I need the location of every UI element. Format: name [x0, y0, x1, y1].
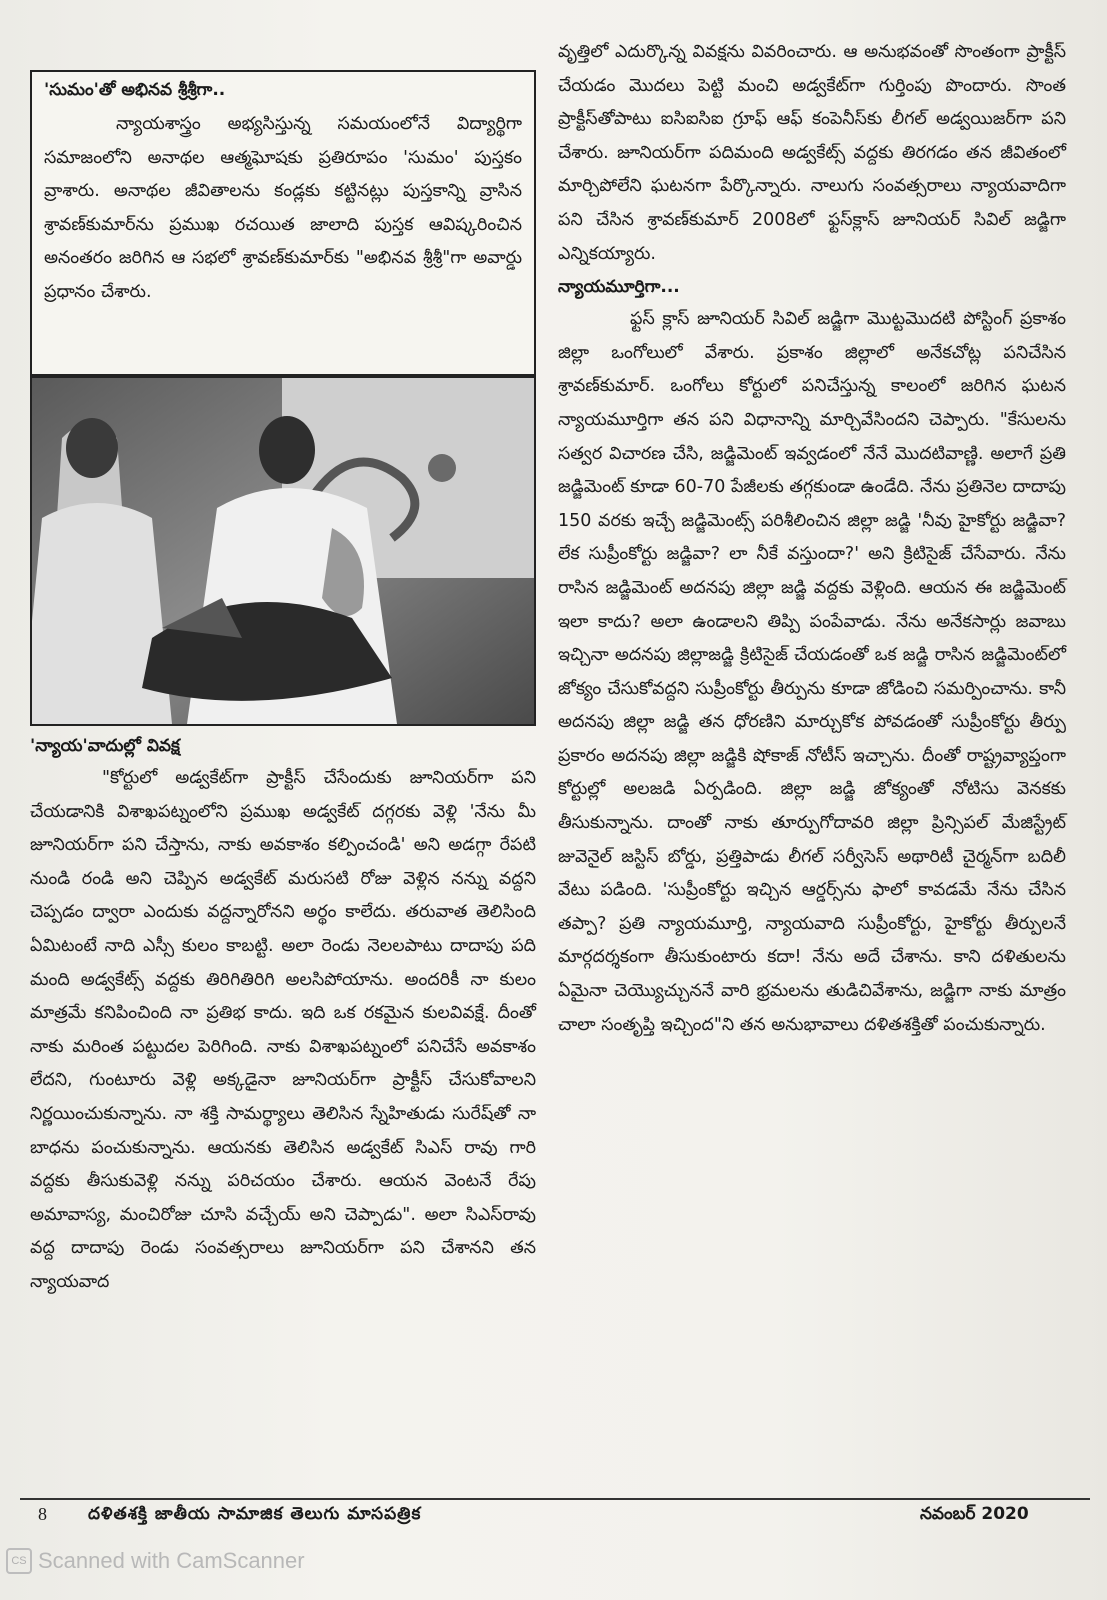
- footer-divider: [20, 1498, 1090, 1500]
- left-column: [30, 736, 536, 1300]
- right-column: [558, 36, 1066, 1042]
- box-text: న్యాయశాస్త్రం అభ్యసిస్తున్న సమయంలోనే విద్యార్థిగా సమాజంలోని అనాథల ఆత్మఘోషకు ప్రతిరూపం 'సుమం' పుస్తకం వ్రాశారు. అనాథల జీవితాలను కండ్లకు కట్టినట్లు పుస్తకాన్ని వ్రాసిన శ్రావణ్‌కుమార్‌ను ప్రముఖ రచయిత జాలాది పుస్తక ఆవిష్కరించిన అనంతరం జరిగిన ఆ సభలో శ్రావణ్‌కుమార్‌కు "అభినవ శ్రీశ్రీ"గా అవార్డు ప్రధానం చేశారు.: [44, 114, 522, 302]
- scanner-watermark: [6, 1548, 305, 1574]
- issue-date: నవంబర్ 2020: [920, 1504, 1029, 1524]
- page-footer: [24, 1502, 1084, 1532]
- right-body-text-2: ఫ్టస్ క్లాస్ జూనియర్ సివిల్ జడ్జిగా మొట్టమొదటి పోస్టింగ్ ప్రకాశం జిల్లా ఒంగోలులో వేశారు. ప్రకాశం జిల్లాలో అనేకచోట్ల పనిచేసిన శ్రావణ్‌కుమార్. ఒంగోలు కోర్టులో పనిచేస్తున్న కాలంలో జరిగిన ఘటన న్యాయమూర్తిగా తన పని విధానాన్ని మార్చివేసిందని చెప్పారు. "కేసులను సత్వర విచారణ చేసి, జడ్జిమెంట్ ఇవ్వడంలో నేనే మొదటివాణ్ణి. అలాగే ప్రతి జడ్జిమెంట్ కూడా 60-70 పేజీలకు తగ్గకుండా ఉండేది. నేను ప్రతినెల దాదాపు 150 వరకు ఇచ్చే జడ్జిమెంట్స్ పరిశీలించిన జిల్లా జడ్జి 'నీవు హైకోర్టు జడ్జివా? లేక సుప్రీంకోర్టు జడ్జివా? లా నీకే వస్తుందా?' అని క్రిటిసైజ్ చేసేవారు. నేను రాసిన జడ్జిమెంట్ అదనపు జిల్లా జడ్జి వద్దకు వెళ్లింది. ఆయన ఈ జడ్జిమెంట్ ఇలా కాదు? అలా ఉండాలని తిప్పి పంపేవాడు. నేను అనేకసార్లు జవాబు ఇచ్చినా అదనపు జిల్లాజడ్జి క్రిటిసైజ్ చేయడంతో ఒక జడ్జి రాసిన జడ్జిమెంట్‌లో జోక్యం చేసుకోవద్దని సుప్రీంకోర్టు తీర్పును కూడా జోడించి సమర్పించాను. కానీ అదనపు జిల్లా జడ్జి తన ధోరణిని మార్చుకోక పోవడంతో సుప్రీంకోర్టు తీర్పు ప్రకారం అదనపు జిల్లా జడ్జికి షోకాజ్ నోటీస్ ఇచ్చాను. దీంతో రాష్ట్రవ్యాప్తంగా కోర్టుల్లో అలజడి ఏర్పడింది. జిల్లా జడ్జి జోక్యంతో నోటిసు వెనకకు తీసుకున్నాను. దాంతో నాకు తూర్పుగోదావరి జిల్లా ప్రిన్సిపల్ మేజిస్ట్రేట్ జువెనైల్ జస్టిస్ బోర్డు, ప్రత్తిపాడు లీగల్ సర్వీసెస్ అథారిటీ చైర్మన్‌గా బదిలీ వేటు పడింది. 'సుప్రీంకోర్టు ఇచ్చిన ఆర్డర్స్‌ను ఫాలో కావడమే నేను చేసిన తప్పా? ప్రతి న్యాయమూర్తి, న్యాయవాది సుప్రీంకోర్టు, హైకోర్టు తీర్పులనే మార్గదర్శకంగా తీసుకుంటారు కదా! నేను అదే చేశాను. కాని దళితులను ఏమైనా చెయ్యొచ్చుననే వారి భ్రమలను తుడిచివేశాను, జడ్జిగా నాకు మాత్రం చాలా సంతృప్తి ఇచ్చింద"ని తన అనుభావాలు దళితశక్తితో పంచుకున్నారు.: [558, 309, 1066, 1035]
- watermark-text: Scanned with CamScanner: [38, 1548, 305, 1573]
- box-heading: 'సుమం'తో అభినవ శ్రీశ్రీగా..: [44, 80, 226, 100]
- event-photo: [30, 376, 536, 726]
- right-body-text-1: వృత్తిలో ఎదుర్కొన్న వివక్షను వివరించారు. ఆ అనుభవంతో సొంతంగా ప్రాక్టీస్ చేయడం మొదలు పెట్టి మంచి అడ్వకేట్‌గా గుర్తింపు పొందారు. సొంత ప్రాక్టీస్‌తోపాటు ఐసిఐసిఐ గ్రూఫ్ ఆఫ్ కంపెనీస్‌కు లీగల్ అడ్వయిజర్‌గా పని చేశారు. జూనియర్‌గా పదిమంది అడ్వకేట్స్ వద్దకు తిరగడం తన జీవితంలో మార్చిపోలేని ఘటనగా పేర్కొన్నారు. నాలుగు సంవత్సరాలు న్యాయవాదిగా పని చేసిన శ్రావణ్‌కుమార్ 2008లో ఫ్టస్‌క్లాస్ జూనియర్ సివిల్ జడ్జిగా ఎన్నికయ్యారు.: [558, 42, 1066, 264]
- magazine-name: దళితశక్తి జాతీయ సామాజిక తెలుగు మాసపత్రిక: [88, 1504, 422, 1524]
- sidebar-box: [30, 70, 536, 376]
- page-number: 8: [38, 1504, 47, 1524]
- section-heading-discrimination: 'న్యాయ'వాదుల్లో వివక్ష: [30, 736, 180, 756]
- section-heading-judge: న్యాయమూర్తిగా...: [558, 277, 680, 298]
- left-body-text: "కోర్టులో అడ్వకేట్‌గా ప్రాక్టీస్ చేసేందుకు జూనియర్‌గా పని చేయడానికి విశాఖపట్నంలోని ప్రముఖ అడ్వకేట్ దగ్గరకు వెళ్లి 'నేను మీ జూనియర్‌గా పని చేస్తాను, నాకు అవకాశం కల్పించండి' అని అడగ్గా రేపటి నుండి రండి అని చెప్పిన అడ్వకేట్ మరుసటి రోజు వెళ్లిన నన్ను వద్దని చెప్పడం ద్వారా ఎందుకు వద్దన్నారోనని అర్థం కాలేదు. తరువాత తెలిసింది ఏమిటంటే నాది ఎస్సీ కులం కాబట్టి. అలా రెండు నెలలపాటు దాదాపు పది మంది అడ్వకేట్స్ వద్దకు తిరిగితిరిగి అలసిపోయాను. అందరికీ నా కులం మాత్రమే కనిపించింది నా ప్రతిభ కాదు. ఇది ఒక రకమైన కులవివక్షే. దీంతో నాకు మరింత పట్టుదల పెరిగింది. నాకు విశాఖపట్నంలో పనిచేసే అవకాశం లేదని, గుంటూరు వెళ్లి అక్కడైనా జూనియర్‌గా ప్రాక్టీస్ చేసుకోవాలని నిర్ణయించుకున్నాను. నా శక్తి సామర్థ్యాలు తెలిసిన స్నేహితుడు సురేష్‌తో నా బాధను పంచుకున్నాను. ఆయనకు తెలిసిన అడ్వకేట్ సిఎస్ రావు గారి వద్దకు తీసుకువెళ్లి నన్ను పరిచయం చేశారు. ఆయన వెంటనే రేపు అమావాస్య, మంచిరోజు చూసి వచ్చేయ్ అని చెప్పాడు". అలా సిఎస్‌రావు వద్ద దాదాపు రెండు సంవత్సరాలు జూనియర్‌గా పని చేశానని తన న్యాయవాద: [30, 768, 536, 1292]
- camscanner-icon: CS: [6, 1548, 32, 1574]
